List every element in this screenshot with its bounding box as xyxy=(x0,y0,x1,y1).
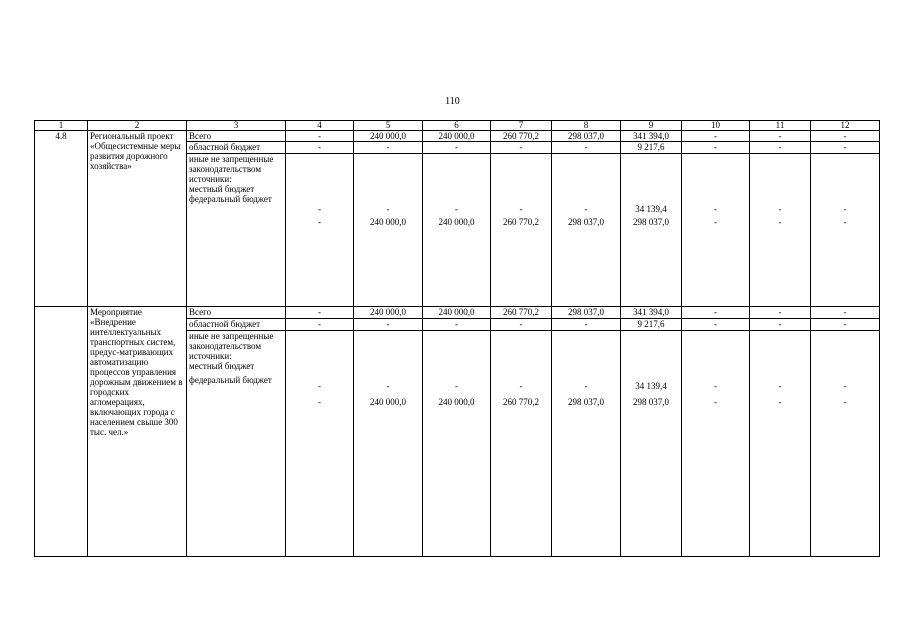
column-header-4: 4 xyxy=(286,121,354,131)
row-number-cell xyxy=(35,307,88,557)
value-cell xyxy=(621,331,682,557)
federal-budget-value: - xyxy=(318,217,321,227)
local-budget-label: местный бюджет xyxy=(189,184,255,194)
value-cell: - xyxy=(682,319,750,331)
column-header-7: 7 xyxy=(491,121,552,131)
local-budget-value: - xyxy=(843,381,847,391)
local-budget-value: - xyxy=(714,204,717,214)
value-cell xyxy=(354,331,423,557)
value-cell: - xyxy=(682,307,750,319)
value-cell: - xyxy=(811,307,880,319)
value-cell xyxy=(750,154,811,307)
funding-source-cell: Всего xyxy=(187,131,286,142)
funding-source-cell xyxy=(187,154,286,307)
value-cell: 240 000,0 xyxy=(423,131,491,142)
column-header-1: 1 xyxy=(35,121,88,131)
value-cell xyxy=(491,154,552,307)
value-cell xyxy=(354,154,423,307)
project-name-cell: Мероприятие «Внедрение интеллектуальных транспортных систем, предус-матривающих автоматизацию процессов управления дорожным движением в городских агломерациях, включающих города с населением свыше 300 тыс. чел.» xyxy=(88,307,187,557)
row-number-cell: 4.8 xyxy=(35,131,88,307)
federal-budget-value: 240 000,0 xyxy=(370,217,406,227)
value-cell: - xyxy=(423,142,491,154)
value-cell: 260 770,2 xyxy=(491,307,552,319)
value-cell: - xyxy=(354,142,423,154)
local-budget-value: - xyxy=(778,204,782,214)
funding-source-cell: областной бюджет xyxy=(187,319,286,331)
federal-budget-value: 298 037,0 xyxy=(633,397,669,407)
local-budget-value: - xyxy=(455,381,458,391)
local-budget-value: - xyxy=(714,381,717,391)
funding-source-cell xyxy=(187,331,286,557)
value-cell: - xyxy=(354,319,423,331)
federal-budget-value: 298 037,0 xyxy=(568,217,604,227)
federal-budget-value: 298 037,0 xyxy=(633,217,669,227)
value-cell: - xyxy=(286,319,354,331)
federal-budget-value: - xyxy=(714,397,717,407)
federal-budget-value: 260 770,2 xyxy=(503,397,539,407)
value-cell xyxy=(286,331,354,557)
value-cell: - xyxy=(286,307,354,319)
federal-budget-value: 240 000,0 xyxy=(438,397,475,407)
value-cell: 9 217,6 xyxy=(621,142,682,154)
value-cell: 240 000,0 xyxy=(354,131,423,142)
local-budget-value: - xyxy=(519,381,523,391)
column-header-11: 11 xyxy=(750,121,811,131)
value-cell xyxy=(423,331,491,557)
table-row xyxy=(35,131,880,142)
value-cell: 240 000,0 xyxy=(423,307,491,319)
local-budget-value: - xyxy=(455,204,458,214)
value-cell xyxy=(552,154,621,307)
project-name-cell: Региональный проект «Общесистемные меры развития дорожного хозяйства» xyxy=(88,131,187,307)
value-cell: - xyxy=(552,319,621,331)
value-cell: - xyxy=(811,319,880,331)
page-number: 110 xyxy=(445,96,460,107)
value-cell: 260 770,2 xyxy=(491,131,552,142)
local-budget-value: 34 139,4 xyxy=(635,381,667,391)
value-cell xyxy=(682,154,750,307)
federal-budget-value: - xyxy=(778,217,782,227)
value-cell: - xyxy=(423,319,491,331)
value-cell xyxy=(750,331,811,557)
value-cell xyxy=(286,154,354,307)
funding-source-cell: Всего xyxy=(187,307,286,319)
local-budget-value: - xyxy=(843,204,847,214)
federal-budget-value: - xyxy=(843,397,847,407)
value-cell xyxy=(621,154,682,307)
value-cell xyxy=(811,154,880,307)
column-header-10: 10 xyxy=(682,121,750,131)
value-cell xyxy=(682,331,750,557)
column-header-12: 12 xyxy=(811,121,880,131)
local-budget-value: - xyxy=(584,381,588,391)
value-cell: 341 394,0 xyxy=(621,307,682,319)
column-header-9: 9 xyxy=(621,121,682,131)
federal-budget-value: 260 770,2 xyxy=(503,217,539,227)
local-budget-value: - xyxy=(584,204,588,214)
local-budget-value: 34 139,4 xyxy=(635,204,667,214)
value-cell: - xyxy=(682,142,750,154)
federal-budget-value: - xyxy=(778,397,782,407)
header-row xyxy=(35,121,880,131)
value-cell: - xyxy=(286,142,354,154)
value-cell: - xyxy=(491,319,552,331)
federal-budget-value: - xyxy=(714,217,717,227)
value-cell: 298 037,0 xyxy=(552,307,621,319)
column-header-6: 6 xyxy=(423,121,491,131)
value-cell: 298 037,0 xyxy=(552,131,621,142)
table-row xyxy=(35,307,880,319)
column-header-3: 3 xyxy=(187,121,286,131)
column-header-5: 5 xyxy=(354,121,423,131)
value-cell: - xyxy=(286,131,354,142)
other-sources-label: иные не запрещенные законодательством источники: xyxy=(189,154,274,184)
value-cell: 240 000,0 xyxy=(354,307,423,319)
federal-budget-value: 240 000,0 xyxy=(370,397,406,407)
value-cell: 9 217,6 xyxy=(621,319,682,331)
value-cell: - xyxy=(811,142,880,154)
local-budget-value: - xyxy=(386,381,390,391)
local-budget-value: - xyxy=(318,381,321,391)
funding-source-cell: областной бюджет xyxy=(187,142,286,154)
value-cell xyxy=(491,331,552,557)
federal-budget-value: - xyxy=(318,397,321,407)
value-cell: - xyxy=(750,131,811,142)
value-cell xyxy=(811,331,880,557)
local-budget-value: - xyxy=(386,204,390,214)
value-cell: - xyxy=(552,142,621,154)
local-budget-value: - xyxy=(318,204,321,214)
federal-budget-value: 298 037,0 xyxy=(568,397,604,407)
column-header-8: 8 xyxy=(552,121,621,131)
value-cell: - xyxy=(750,307,811,319)
value-cell: - xyxy=(750,319,811,331)
other-sources-label: иные не запрещенные законодательством источники: xyxy=(189,331,274,361)
federal-budget-label: федеральный бюджет xyxy=(189,194,272,204)
federal-budget-value: - xyxy=(843,217,847,227)
budget-table xyxy=(34,120,880,557)
value-cell xyxy=(423,154,491,307)
value-cell: 341 394,0 xyxy=(621,131,682,142)
federal-budget-label: федеральный бюджет xyxy=(189,375,272,385)
value-cell: - xyxy=(491,142,552,154)
local-budget-value: - xyxy=(519,204,523,214)
value-cell: - xyxy=(811,131,880,142)
value-cell: - xyxy=(750,142,811,154)
value-cell xyxy=(552,331,621,557)
local-budget-value: - xyxy=(778,381,782,391)
federal-budget-value: 240 000,0 xyxy=(438,217,475,227)
value-cell: - xyxy=(682,131,750,142)
local-budget-label: местный бюджет xyxy=(189,361,255,371)
column-header-2: 2 xyxy=(88,121,187,131)
